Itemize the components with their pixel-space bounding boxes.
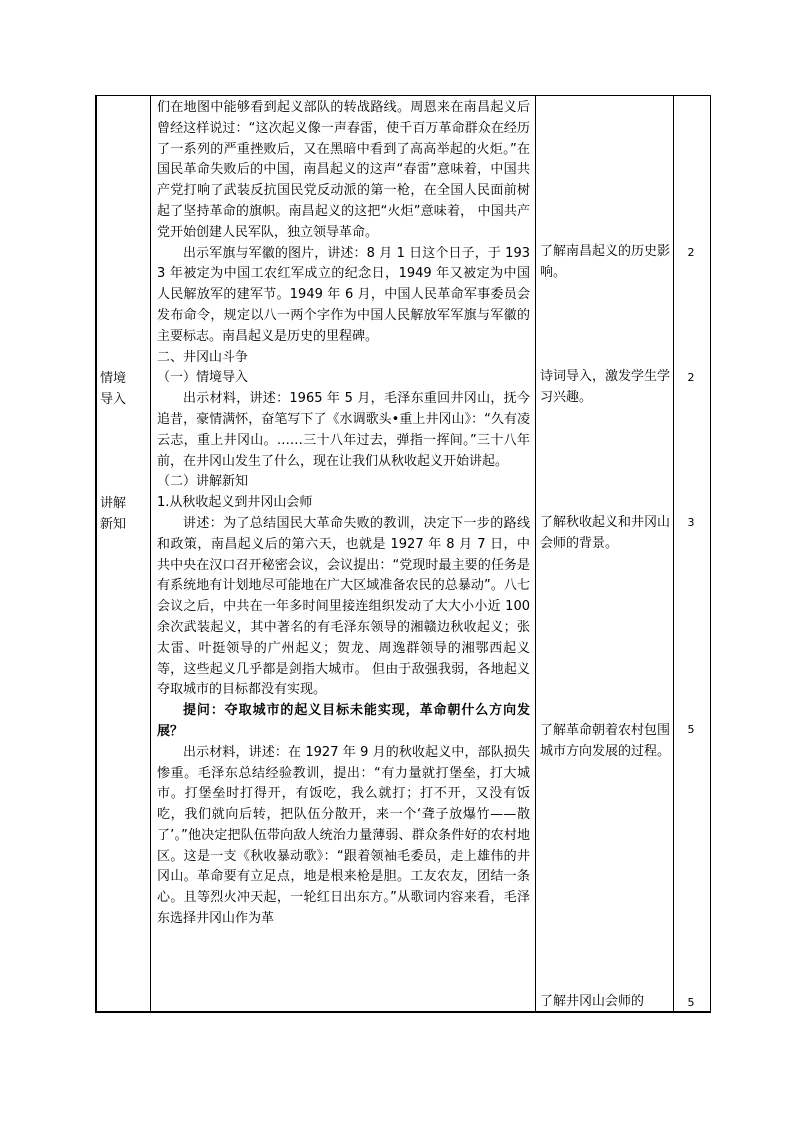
design-intent-1: 了解南昌起义的历史影响。 [540, 244, 671, 280]
table-top-border [95, 95, 711, 96]
time-minutes-3: 3 [687, 516, 695, 529]
content-paragraph: 讲述：为了总结国民大革命失败的教训，决定下一步的路线和政策，南昌起义后的第六天，也就是 1927 年 8 月 7 日，中共中央在汉口召开秘密会议，会议提出：“党现时最主要的任务是有系统地有计划地尽可能地在广大区域准备农民的总暴动”。八七会议之后，中共在一年多时间里接连组织发动了大大小小近 100 余次武装起义，其中著名的有毛泽东领导的湘赣边秋收起义；张太雷、叶挺领导的广州起义；贺龙、周逸群领导的湘鄂西起义等，这些起义几乎都是剑指大城市。 但由于敌强我弱，各地起义夺取城市的目标都没有实现。 [157, 515, 530, 698]
design-intent-3: 了解秋收起义和井冈山会师的背景。 [540, 515, 671, 551]
subsection-heading: （二）讲解新知 [157, 474, 249, 490]
time-minutes-2: 2 [687, 371, 695, 384]
content-paragraph: 出示材料，讲述：1965 年 5 月，毛泽东重回井冈山，抚今追昔，豪情满怀，奋笔写下了《水调歌头•重上井冈山》：“久有凌云志，重上井冈山。……三十八年过去，弹指一挥间。”三十八年前，在井冈山发生了什么，现在让我们从秋收起义开始讲起。 [157, 391, 530, 469]
time-minutes-5: 5 [687, 996, 695, 1009]
column-divider-1 [150, 95, 151, 1013]
stage-intro-line-2: 导入 [100, 392, 127, 407]
time-minutes-4: 5 [687, 723, 695, 736]
stage-intro-label [100, 368, 148, 410]
table-right-border [710, 95, 711, 1013]
content-paragraph: 们在地图中能够看到起义部队的转战路线。周恩来在南昌起义后曾经这样说过：“这次起义像一声春雷，使千百万革命群众在经历了一系列的严重挫败后，又在黑暗中看到了高高举起的火炬。”在国民革命失败后的中国，南昌起义的这声“春雷”意味着，中国共产党打响了武装反抗国民党反动派的第一枪，在全国人民面前树起了坚持革命的旗帜。南昌起义的这把“火炬”意味着， 中国共产党开始创建人民军队，独立领导革命。 [157, 100, 530, 240]
stage-teaching-line-2: 新知 [100, 517, 127, 532]
question-paragraph: 提问：夺取城市的起义目标未能实现，革命朝什么方向发展？ [157, 703, 530, 739]
column-divider-2 [535, 95, 536, 1013]
time-minutes-1: 2 [687, 246, 695, 259]
stage-teaching-label [100, 493, 148, 535]
stage-intro-line-1: 情境 [100, 371, 127, 386]
lesson-plan-table [95, 95, 711, 1013]
section-heading: 二、井冈山斗争 [157, 349, 249, 365]
teaching-content [157, 98, 530, 930]
design-intent-2: 诗词导入，激发学生学习兴趣。 [540, 369, 671, 405]
stage-teaching-line-1: 讲解 [100, 496, 127, 511]
content-paragraph: 出示军旗与军徽的图片，讲述：8 月 1 日这个日子，于 1933 年被定为中国工农红军成立的纪念日，1949 年又被定为中国人民解放军的建军节。1949 年 6 月，中国人民革命军事委员会发布命令，规定以八一两个字作为中国人民解放军军旗与军徽的主要标志。南昌起义是历史的里程碑。 [157, 245, 530, 344]
topic-heading: 1.从秋收起义到井冈山会师 [157, 495, 313, 511]
design-intent-5: 了解井冈山会师的 [540, 994, 645, 1009]
column-divider-3 [673, 95, 674, 1013]
design-intent-4: 了解革命朝着农村包围城市方向发展的过程。 [540, 723, 671, 759]
content-paragraph: 出示材料，讲述：在 1927 年 9 月的秋收起义中，部队损失惨重。毛泽东总结经验教训，提出：“有力量就打堡垒，打大城市。打堡垒时打得开，有饭吃，我么就打；打不开，又没有饭吃，我们就向后转，把队伍分散开，来一个‘聋子放爆竹——散了’。”他决定把队伍带向敌人统治力量薄弱、群众条件好的农村地区。这是一支《秋收暴动歌》：“跟着领袖毛委员，走上雄伟的井冈山。革命要有立足点，地是根来枪是胆。工友农友，团结一条心。且等烈火冲天起，一轮红日出东方。”从歌词内容来看，毛泽东选择井冈山作为革 [157, 744, 530, 927]
subsection-heading: （一）情境导入 [157, 370, 249, 386]
table-left-border [95, 95, 97, 1013]
